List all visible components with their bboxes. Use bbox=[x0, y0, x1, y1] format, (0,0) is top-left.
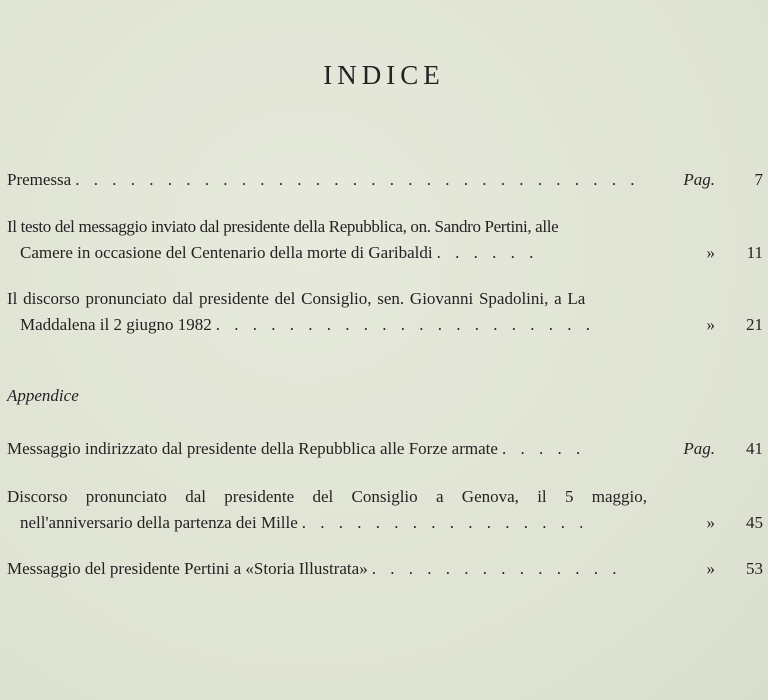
toc-line bbox=[7, 556, 763, 582]
toc-line bbox=[7, 312, 763, 338]
dot-leader bbox=[75, 167, 635, 193]
page-number: 53 bbox=[746, 559, 763, 578]
toc-entry-text: Messaggio indirizzato dal presidente della Repubblica alle Forze armate bbox=[7, 439, 498, 458]
page-number: 21 bbox=[746, 315, 763, 334]
page-title: INDICE bbox=[323, 60, 445, 90]
toc-line bbox=[7, 484, 647, 510]
toc-entry-text: Il discorso pronunciato dal presidente del Consiglio, sen. Giovanni Spadolini, a La bbox=[7, 289, 586, 308]
dot-leader bbox=[216, 312, 596, 338]
page-number: 11 bbox=[746, 243, 763, 262]
toc-entry-text: nell'anniversario della partenza dei Mille bbox=[20, 513, 298, 532]
toc-entry-discorso-genova bbox=[7, 484, 763, 536]
dot-leader bbox=[502, 436, 592, 462]
page-label: » bbox=[706, 243, 715, 262]
toc-line bbox=[7, 214, 763, 240]
toc-line bbox=[7, 286, 763, 312]
toc-entry-text: Maddalena il 2 giugno 1982 bbox=[20, 315, 212, 334]
toc-line bbox=[7, 240, 763, 266]
toc-line bbox=[7, 510, 763, 536]
toc-entry-text: Premessa bbox=[7, 170, 72, 189]
toc-entry-premessa bbox=[7, 167, 763, 193]
page-label: » bbox=[706, 513, 715, 532]
page-number: 41 bbox=[746, 439, 763, 458]
dot-leader bbox=[372, 556, 622, 582]
page-label: Pag. bbox=[683, 170, 715, 189]
page-number: 7 bbox=[754, 170, 763, 189]
toc-entry-text: Messaggio del presidente Pertini a «Storia Illustrata» bbox=[7, 559, 368, 578]
toc-entry-text: Discorso pronunciato dal presidente del Consiglio a Genova, il 5 maggio, bbox=[7, 487, 647, 506]
page-label: » bbox=[706, 315, 715, 334]
toc-entry-discorso-maddalena bbox=[7, 286, 763, 338]
toc-entry-text: Il testo del messaggio inviato dal presidente della Repubblica, on. Sandro Pertini, alle bbox=[7, 217, 559, 236]
page-number: 45 bbox=[746, 513, 763, 532]
appendix-heading: Appendice bbox=[7, 386, 79, 405]
page-label: » bbox=[706, 559, 715, 578]
toc-line bbox=[7, 436, 763, 462]
toc-entry-text: Camere in occasione del Centenario della morte di Garibaldi bbox=[20, 243, 433, 262]
dot-leader bbox=[302, 510, 582, 536]
dot-leader bbox=[437, 240, 547, 266]
toc-line bbox=[7, 167, 763, 193]
toc-entry-forze-armate bbox=[7, 436, 763, 462]
toc-entry-storia-illustrata bbox=[7, 556, 763, 582]
page-label: Pag. bbox=[683, 439, 715, 458]
toc-entry-messaggio-camere bbox=[7, 214, 763, 266]
